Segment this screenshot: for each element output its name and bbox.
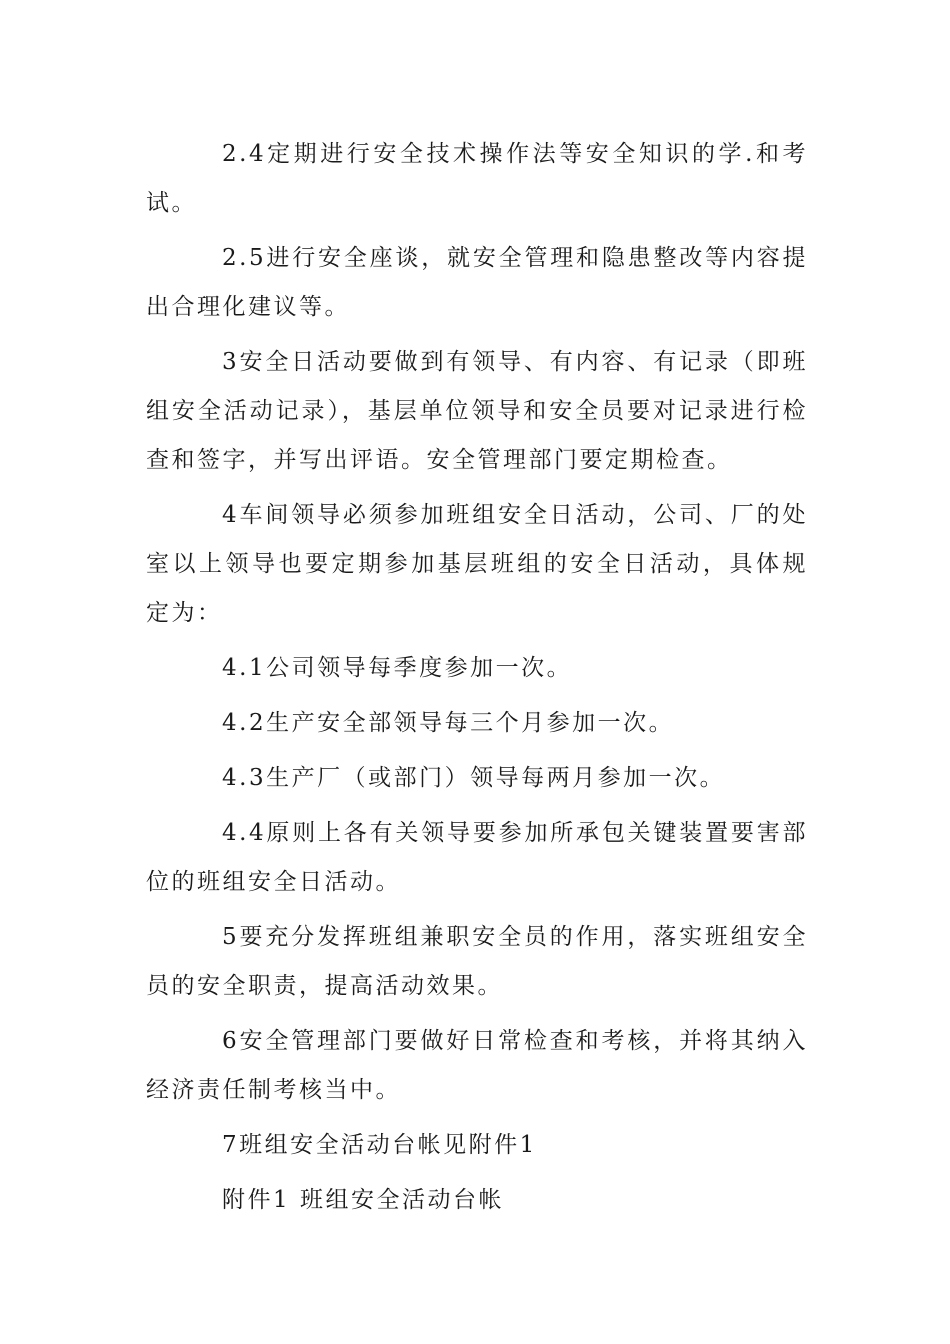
paragraph-4-1: 4.1公司领导每季度参加一次。: [222, 655, 573, 681]
paragraph-3: 3安全日活动要做到有领导、有内容、有记录（即班组安全活动记录），基层单位领导和安全员要对记录进行检查和签字，并写出评语。安全管理部门要定期检查。: [146, 349, 808, 473]
document-body: [146, 130, 808, 1231]
attachment-title: 附件1 班组安全活动台帐: [222, 1187, 504, 1213]
paragraph-4-3: 4.3生产厂（或部门）领导每两月参加一次。: [222, 765, 726, 791]
paragraph-4-4: 4.4原则上各有关领导要参加所承包关键装置要害部位的班组安全日活动。: [146, 820, 808, 895]
paragraph-2-5: 2.5进行安全座谈，就安全管理和隐患整改等内容提出合理化建议等。: [146, 245, 808, 320]
paragraph-7: 7班组安全活动台帐见附件1: [222, 1132, 537, 1158]
paragraph-4-2: 4.2生产安全部领导每三个月参加一次。: [222, 710, 675, 736]
paragraph-2-4: 2.4定期进行安全技术操作法等安全知识的学.和考试。: [146, 141, 808, 216]
paragraph-5: 5要充分发挥班组兼职安全员的作用，落实班组安全员的安全职责，提高活动效果。: [146, 924, 808, 999]
paragraph-6: 6安全管理部门要做好日常检查和考核，并将其纳入经济责任制考核当中。: [146, 1028, 808, 1103]
paragraph-4: 4车间领导必须参加班组安全日活动，公司、厂的处室以上领导也要定期参加基层班组的安全日活动，具体规定为：: [146, 502, 808, 626]
